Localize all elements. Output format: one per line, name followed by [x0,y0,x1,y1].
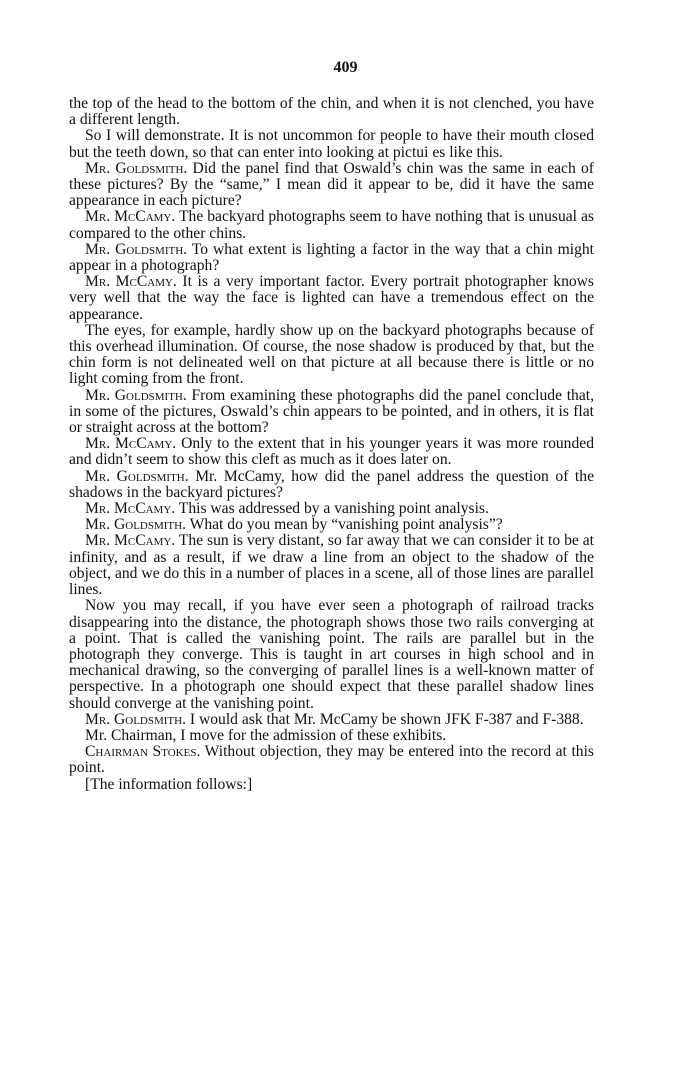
paragraph-speaker: Mr. McCamy. [85,273,177,291]
paragraph [69,533,594,598]
paragraph-text: the top of the head to the bottom of the chin, and when it is not clenched, you have a different length. [69,95,594,129]
paragraph-text: Mr. Chairman, I move for the admission of these exhibits. [85,726,447,744]
paragraph-speaker: Mr. McCamy. [85,435,177,453]
paragraph-text: To what extent is lighting a factor in the way that a chin might appear in a photograph? [69,240,594,275]
paragraph [69,501,594,517]
paragraph-speaker: Mr. Goldsmith. [85,386,187,404]
paragraph-speaker: Mr. Goldsmith. [85,467,189,485]
paragraph [69,96,594,128]
paragraph-text: Now you may recall, if you have ever seen a photograph of railroad tracks disappearing into the distance, the photograph shows those two rails converging at a point. That is called the vanishing point. The rails are parallel but in the photograph they converge. This is taught in art courses in high school and in mechanical drawing, so the converging of parallel lines is a well-known matter of perspective. In a photograph one should expect that these parallel shadow lines should converge at the vanishing point. [69,597,594,712]
paragraph [69,744,594,776]
paragraph-text: Mr. McCamy, how did the panel address the question of the shadows in the backyard pictures? [69,467,594,501]
paragraph-speaker: Mr. McCamy. [85,208,176,226]
paragraph [69,274,594,323]
paragraph-text: [The information follows:] [85,775,253,793]
paragraph-text: So I will demonstrate. It is not uncommon for people to have their mouth closed but the teeth down, so that can enter into looking at pictui es like this. [69,127,594,161]
paragraph-text: I would ask that Mr. McCamy be shown JFK F-387 and F-388. [186,710,584,728]
paragraph [69,598,594,711]
paragraph-text: It is a very important factor. Every portrait photographer knows very well that the way the face is lighted can have a tremendous effect on the appearance. [69,273,595,323]
paragraph-text: Only to the extent that in his younger years it was more rounded and didn’t seem to show this cleft as much as it does later on. [69,435,594,469]
paragraph-text: This was addressed by a vanishing point analysis. [175,500,489,518]
paragraph-speaker: Mr. Goldsmith. [85,159,188,177]
paragraph-text: The eyes, for example, hardly show up on the backyard photographs because of this overhead illumination. Of course, the nose shadow is produced by that, but the chin form is not delineated well on that picture at all because there is little or no light coming from the front. [69,321,594,388]
paragraph [69,469,594,501]
paragraph [69,388,594,437]
paragraph [69,712,594,728]
paragraph-text: From examining these photographs did the panel conclude that, in some of the pictures, Oswald’s chin appears to be pointed, and in others, it is flat or straight across at the bottom? [69,386,594,437]
page-number: 409 [333,59,358,76]
paragraph-text: What do you mean by “vanishing point analysis”? [186,516,503,534]
paragraph-speaker: Mr. McCamy. [85,532,176,550]
paragraph-speaker: Mr. McCamy. [85,500,176,518]
paragraph [69,436,594,468]
paragraph-text: The sun is very distant, so far away that we can consider it to be at infinity, and as a result, if we draw a line from an object to the shadow of the object, and we do this in a number of places in a scene, all of those lines are parallel lines. [69,532,594,599]
paragraph [69,777,594,793]
paragraph-speaker: Chairman Stokes. [85,743,201,761]
paragraph [69,323,594,388]
paragraph-speaker: Mr. Goldsmith. [85,516,186,534]
paragraph-text: Did the panel find that Oswald’s chin was the same in each of these pictures? By the “same,” I mean did it appear to be, did it have the same appearance in each picture? [69,159,594,210]
paragraph-speaker: Mr. Goldsmith. [85,240,188,258]
paragraph [69,209,594,241]
paragraph [69,242,594,274]
paragraph-text: The backyard photographs seem to have nothing that is unusual as compared to the other chins. [69,208,595,242]
transcript-body [69,96,594,793]
paragraph-text: Without objection, they may be entered into the record at this point. [69,743,594,777]
paragraph [69,161,594,210]
paragraph [69,128,594,160]
paragraph [69,728,594,744]
paragraph-speaker: Mr. Goldsmith. [85,710,186,728]
paragraph [69,517,594,533]
